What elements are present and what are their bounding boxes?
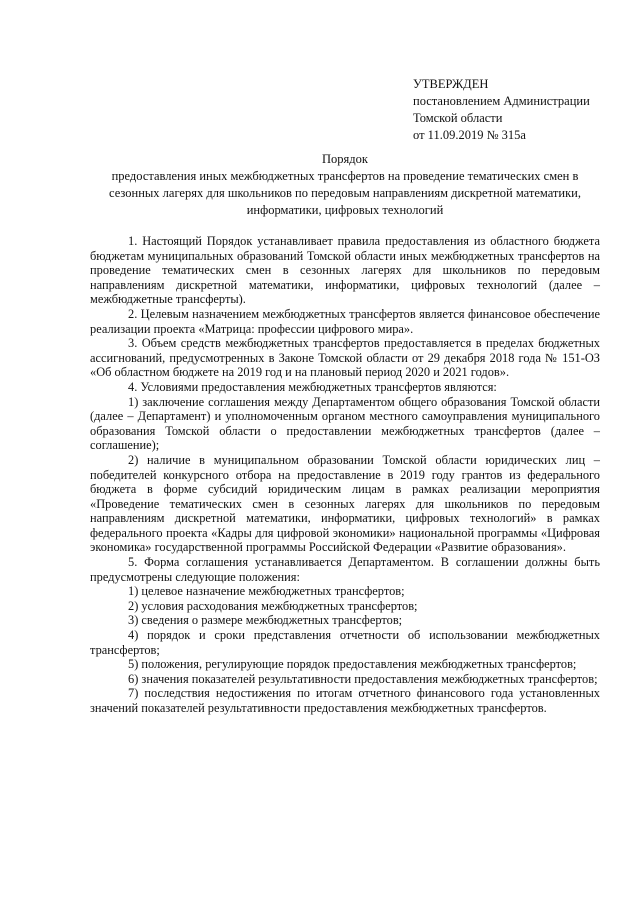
title-subtitle: предоставления иных межбюджетных трансфертов на проведение тематических смен в сезонных лагерях для школьников по передовым направлениям дискретной математики, информатики, цифровых технологий	[109, 169, 581, 217]
paragraph-5-item-5: 5) положения, регулирующие порядок предоставления межбюджетных трансфертов;	[128, 657, 577, 672]
approval-line-2: постановлением Администрации	[413, 94, 590, 108]
paragraph-5-item-3: 3) сведения о размере межбюджетных трансфертов;	[128, 613, 403, 628]
approval-line-4: от 11.09.2019 № 315а	[413, 128, 526, 142]
paragraph-4: 4. Условиями предоставления межбюджетных трансфертов являются:	[128, 379, 497, 394]
paragraph-5-item-7: 7) последствия недостижения по итогам отчетного финансового года установленных значений показателей результативности предоставления межбюджетных трансфертов.	[90, 686, 600, 715]
paragraph-5: 5. Форма соглашения устанавливается Департаментом. В соглашении должны быть предусмотрены следующие положения:	[90, 555, 600, 584]
approval-line-1: УТВЕРЖДЕН	[413, 77, 489, 91]
paragraph-5-item-4: 4) порядок и сроки представления отчетности об использовании межбюджетных трансфертов;	[90, 628, 600, 657]
approval-line-3: Томской области	[413, 111, 503, 125]
approval-stamp	[413, 76, 628, 144]
title-heading: Порядок	[322, 152, 368, 166]
document-body	[90, 234, 600, 716]
paragraph-4-item-2: 2) наличие в муниципальном образовании Томской области юридических лиц – победителей конкурсного отбора на предоставление в 2019 году грантов из федерального бюджета в форме субсидий юридическим лицам в рамках реализации мероприятия «Проведение тематических смен в сезонных лагерях для школьников по передовым направлениям дискретной математики, информатики, цифровых технологий» в рамках федерального проекта «Кадры для цифровой экономики» национальной программы «Цифровая экономика» государственной программы Российской Федерации «Развитие образования».	[90, 452, 600, 555]
paragraph-1: 1. Настоящий Порядок устанавливает правила предоставления из областного бюджета бюджетам муниципальных образований Томской области иных межбюджетных трансфертов на проведение тематических смен в сезонных лагерях для школьников по передовым направлениям дискретной математики, информатики, цифровых технологий (далее – межбюджетные трансферты).	[90, 234, 600, 307]
paragraph-3: 3. Объем средств межбюджетных трансфертов предоставляется в пределах бюджетных ассигнований, предусмотренных в Законе Томской области от 29 декабря 2018 года № 151-ОЗ «Об областном бюджете на 2019 год и на плановый период 2020 и 2021 годов».	[90, 336, 600, 380]
paragraph-4-item-1: 1) заключение соглашения между Департаментом общего образования Томской области (далее – Департамент) и уполномоченным органом местного самоуправления муниципального образования Томской области о предоставлении межбюджетных трансфертов (далее – соглашение);	[90, 394, 600, 453]
paragraph-5-item-1: 1) целевое назначение межбюджетных трансфертов;	[128, 584, 405, 599]
paragraph-2: 2. Целевым назначением межбюджетных трансфертов является финансовое обеспечение реализации проекта «Матрица: профессии цифрового мира».	[90, 306, 600, 336]
paragraph-5-item-6: 6) значения показателей результативности предоставления межбюджетных трансфертов;	[128, 671, 598, 686]
paragraph-5-item-2: 2) условия расходования межбюджетных трансфертов;	[128, 598, 418, 613]
document-title	[90, 151, 600, 219]
